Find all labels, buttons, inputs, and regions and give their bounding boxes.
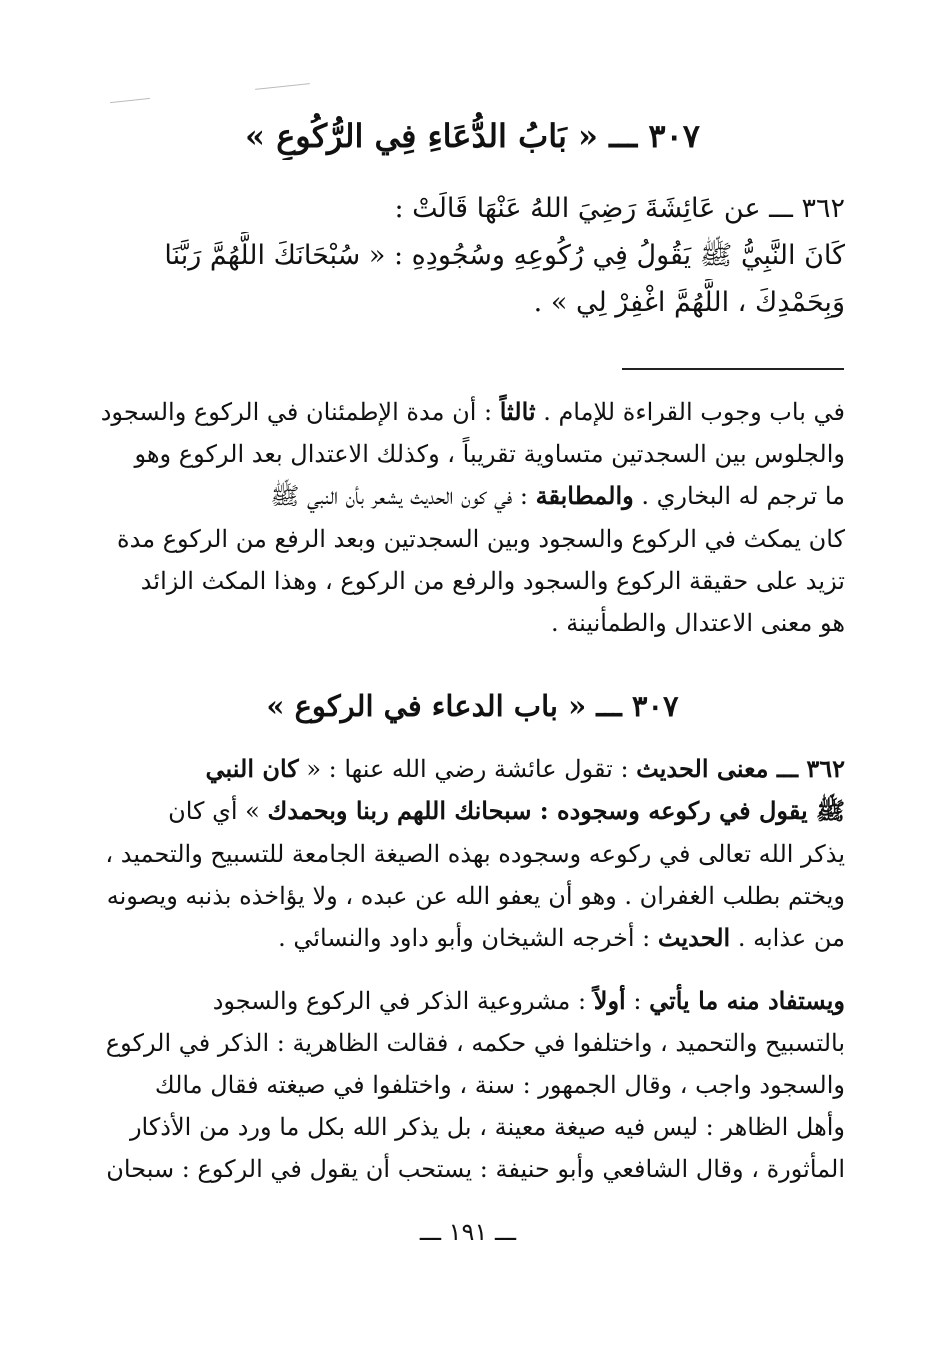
heading-text: ٣٠٧ ـــ « بَابُ الدُّعَاءِ فِي الرُّكُوعِ » xyxy=(245,117,700,155)
commentary-line: ويستفاد منه ما يأتي : أولاً : مشروعية الذكر في الركوع والسجود xyxy=(212,986,845,1015)
scan-mark xyxy=(110,98,150,103)
commentary-line: يذكر الله تعالى في ركوعه وسجوده بهذه الصيغة الجامعة للتسبيح والتحميد ، xyxy=(105,839,845,868)
commentary-line: ﷺ يقول في ركوعه وسجوده : سبحانك اللهم ربنا وبحمدك » أي كان xyxy=(168,796,845,826)
chapter-heading-matn xyxy=(100,112,845,160)
commentary-line: ما ترجم له البخاري . والمطابقة : في كون الحديث يشعر بأن النبي ﷺ xyxy=(270,481,845,511)
commentary-line: هو معنى الاعتدال والطمأنينة . xyxy=(551,609,845,638)
page-number: ـــ ١٩١ ـــ xyxy=(419,1218,517,1246)
commentary-line: والجلوس بين السجدتين متساوية تقريباً ، وكذلك الاعتدال بعد الركوع وهو xyxy=(134,440,845,469)
commentary-line: والسجود واجب ، وقال الجمهور : سنة ، واختلفوا في صيغته فقال مالك xyxy=(154,1071,845,1099)
hadith-meaning xyxy=(100,748,845,959)
commentary-line: كان يمكث في الركوع والسجود وبين السجدتين وبعد الرفع من الركوع مدة xyxy=(117,524,845,553)
hadith-line: كَانَ النَّبِيُّ ﷺ يَقُولُ فِي رُكُوعِهِ وسُجُودِهِ : « سُبْحَانَكَ اللَّهُمَّ رَبَّنَا xyxy=(164,240,845,271)
commentary-line: ويختم بطلب الغفران . وهو أن يعفو الله عن عبده ، ولا يؤاخذه بذنبه ويصونه xyxy=(106,881,845,910)
commentary-continued xyxy=(100,391,845,644)
commentary-line: من عذابه . الحديث : أخرجه الشيخان وأبو داود والنسائي . xyxy=(278,923,845,953)
hadith-line: ٣٦٢ ـــ عن عَائِشَةَ رَضِيَ اللهُ عَنْهَا قَالَتْ : xyxy=(394,193,845,224)
heading-text: ٣٠٧ ـــ « باب الدعاء في الركوع » xyxy=(266,689,679,723)
commentary-line: بالتسبيح والتحميد ، واختلفوا في حكمه ، فقالت الظاهرية : الذكر في الركوع xyxy=(105,1029,845,1057)
scan-mark xyxy=(255,83,310,90)
hadith-text xyxy=(100,185,845,326)
commentary-line: تزيد على حقيقة الركوع والسجود والرفع من الركوع ، وهذا المكث الزائد xyxy=(140,566,845,595)
commentary-line: المأثورة ، وقال الشافعي وأبو حنيفة : يستحب أن يقول في الركوع : سبحان xyxy=(106,1155,845,1183)
chapter-heading-commentary xyxy=(100,684,845,728)
footnote-divider xyxy=(622,368,844,370)
commentary-line: ٣٦٢ ـــ معنى الحديث : تقول عائشة رضي الله عنها : « كان النبي xyxy=(205,754,845,783)
hadith-line: وَبِحَمْدِكَ ، اللَّهُمَّ اغْفِرْ لِي » . xyxy=(533,287,845,318)
hadith-lessons xyxy=(100,980,845,1190)
commentary-line: في باب وجوب القراءة للإمام . ثالثاً : أن مدة الإطمئنان في الركوع والسجود xyxy=(100,397,845,426)
commentary-line: وأهل الظاهر : ليس فيه صيغة معينة ، بل يذكر الله بكل ما ورد من الأذكار xyxy=(129,1113,845,1141)
